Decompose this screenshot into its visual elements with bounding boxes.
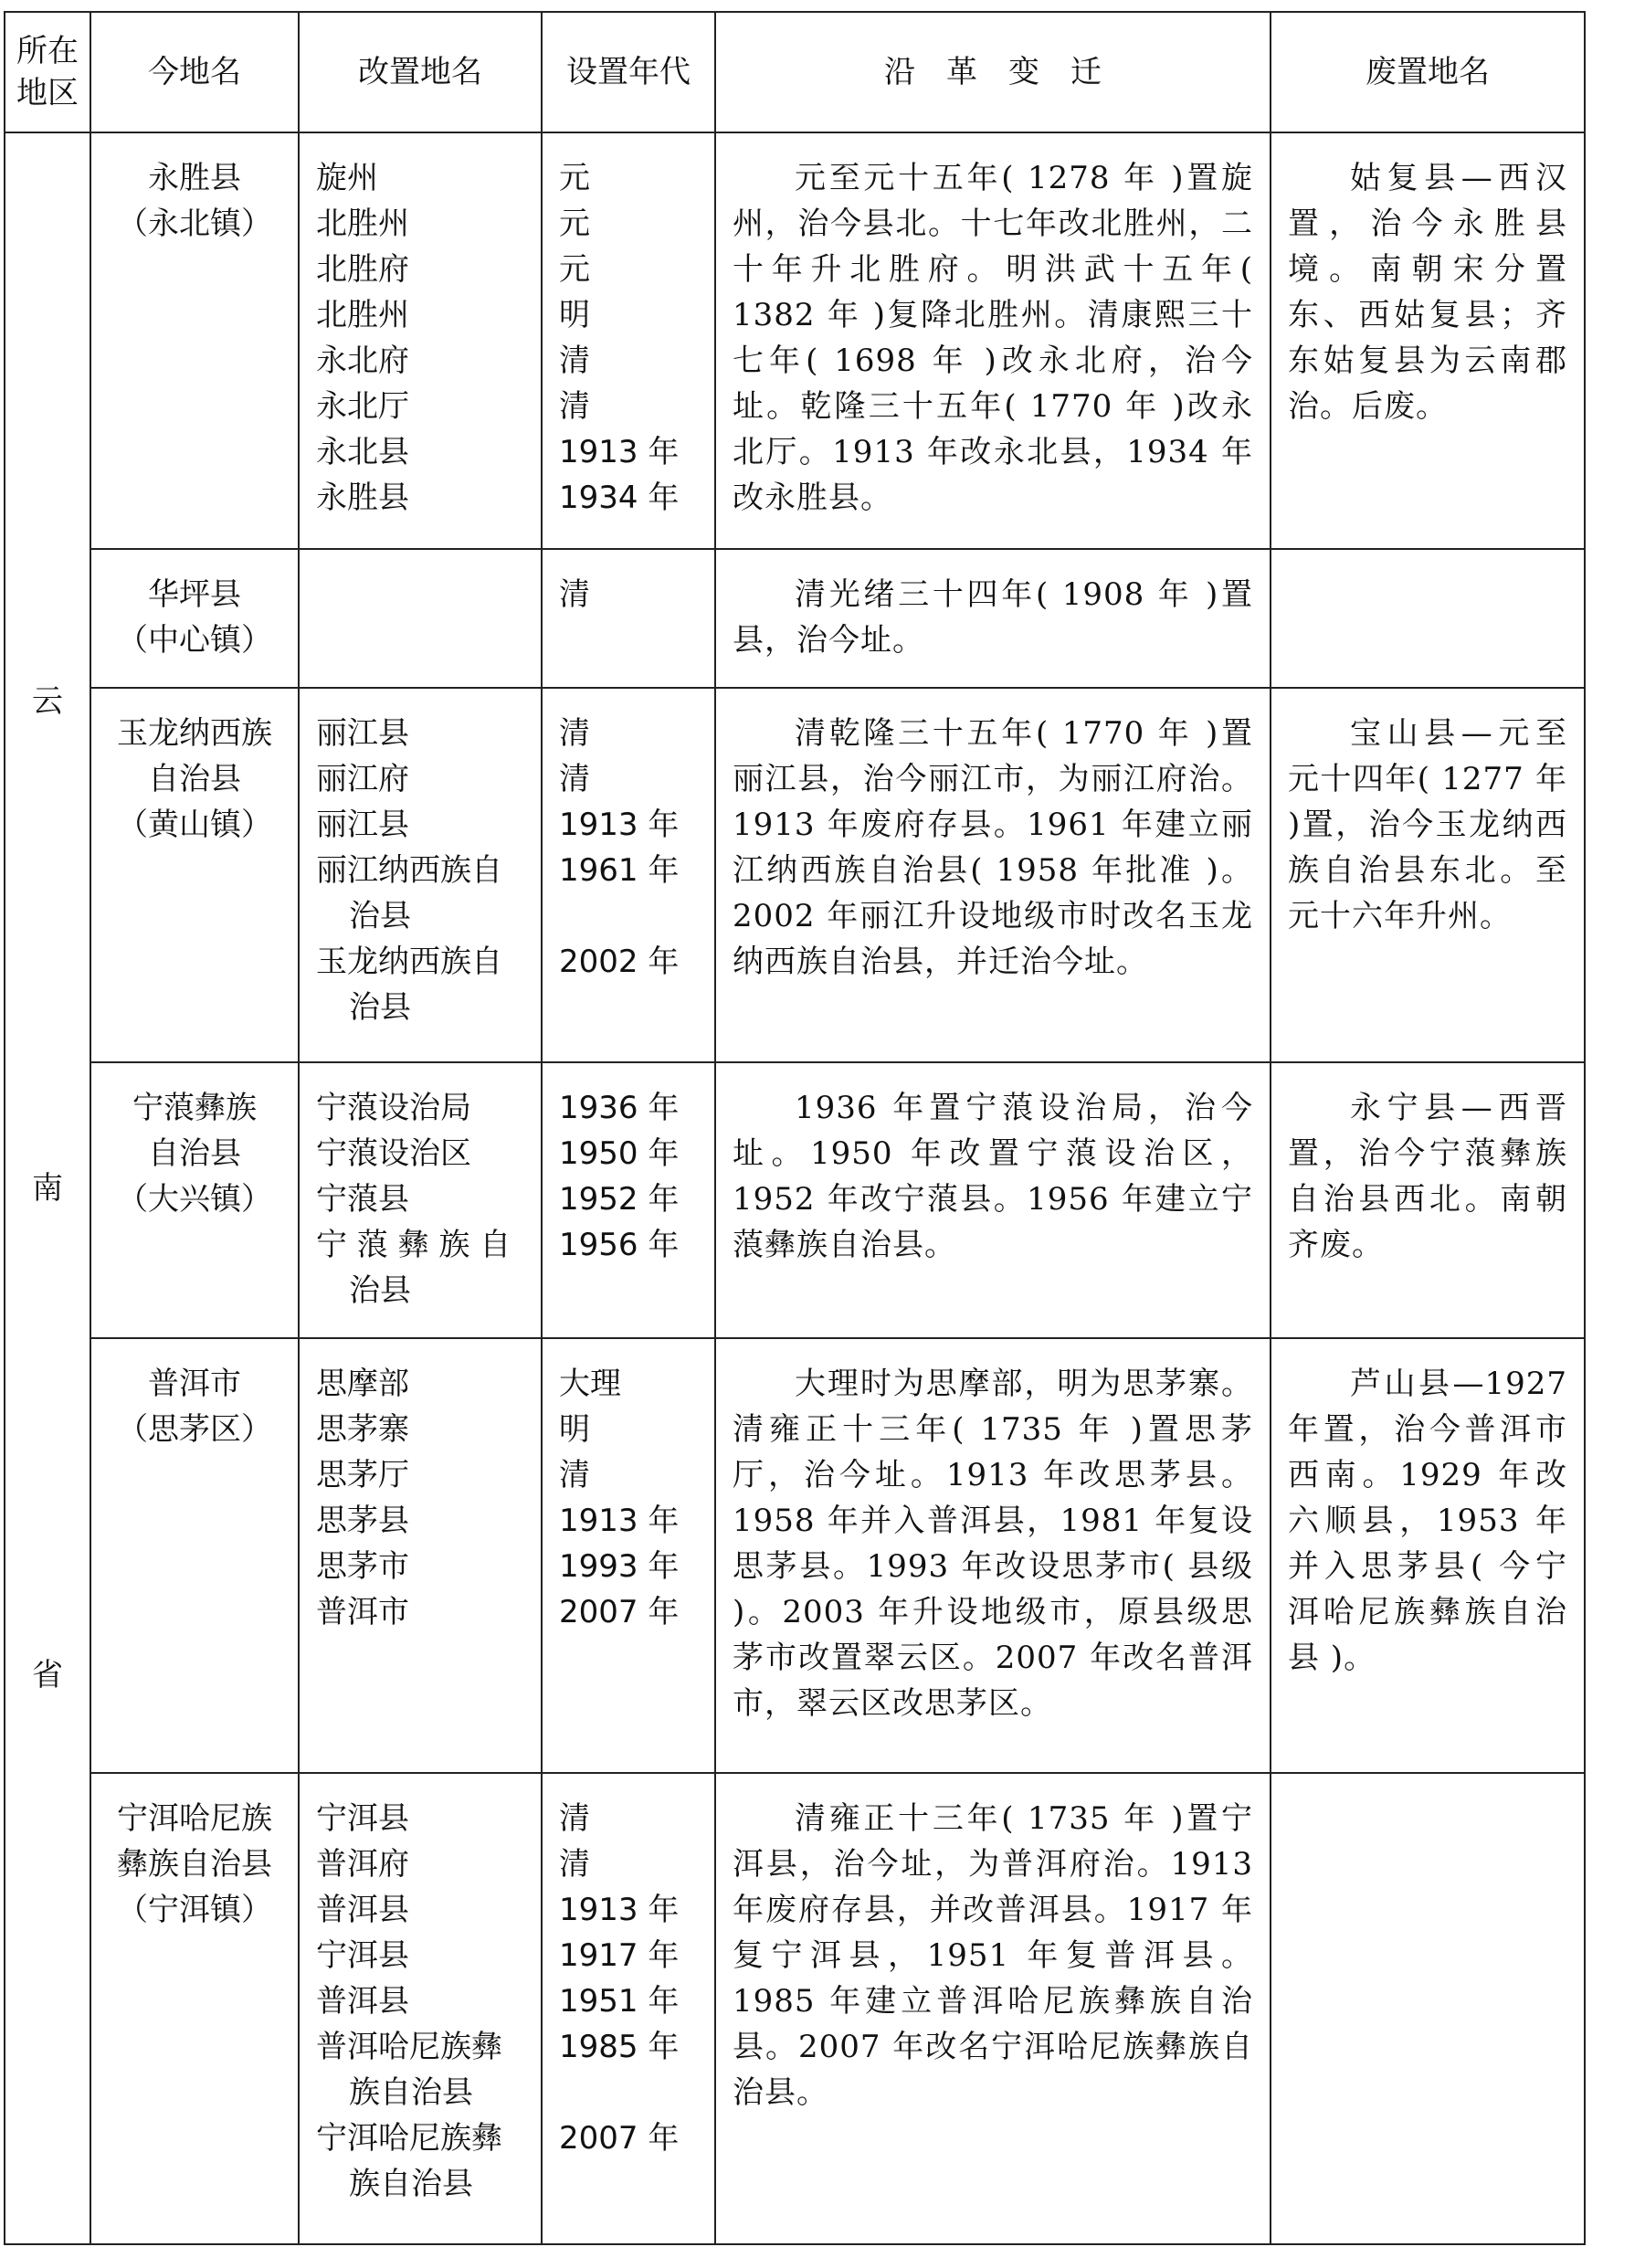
history-cell [715,132,1271,549]
renamed-name: 北胜州 [316,206,409,242]
modern-seat: （思茅区） [117,1411,272,1448]
year-value: 清 [559,343,590,379]
year-value: 清 [559,388,590,425]
renamed-cell [299,1773,542,2244]
modern-name: 宁洱哈尼族 [117,1800,272,1837]
year-value: 1952 年 [559,1181,680,1218]
modern-seat: （中心镇） [117,622,272,659]
header-row [5,12,1585,132]
abolished-text: 宝山县—元至元十四年( 1277 年 )置，治今玉龙纳西族自治县东北。至元十六年升州。 [1288,715,1567,934]
year-value: 元 [559,160,590,196]
header-modern-name: 今地名 [90,12,299,132]
abolished-cell [1271,1062,1585,1338]
modern-seat: （大兴镇） [117,1181,272,1218]
renamed-cell [299,549,542,688]
renamed-name: 丽江县 [316,807,409,843]
modern-name: 自治县 [148,761,241,797]
abolished-text [1271,550,1584,586]
modern-name: 彝族自治县 [117,1846,272,1883]
year-value: 明 [559,1411,590,1448]
renamed-cell [299,1062,542,1338]
renamed-name: 宁蒗设治局 [316,1090,471,1126]
modern-name-cell [90,1062,299,1338]
year-value: 清 [559,1846,590,1883]
history-cell [715,1062,1271,1338]
renamed-name: 治县 [349,989,411,1026]
year-value: 1961 年 [559,852,680,889]
abolished-cell [1271,132,1585,549]
renamed-name: 普洱哈尼族彝 [316,2029,502,2065]
history-text: 大理时为思摩部，明为思茅寨。清雍正十三年( 1735 年 )置思茅厅，治今址。1913 年改思茅县。1958 年并入普洱县，1981 年复设思茅县。1993 年改设思茅市( 县级 )。2003 年升设地级市，原县级思茅市改置翠云区。2007 年改名普洱市，翠云区改思茅区。 [733,1366,1253,1722]
renamed-cell [299,1338,542,1773]
renamed-name: 旋州 [316,160,378,196]
year-cell [542,1773,715,2244]
renamed-name: 普洱市 [316,1594,409,1630]
year-value: 2007 年 [559,1594,680,1630]
renamed-name: 宁洱县 [316,1937,409,1974]
renamed-name: 思茅厅 [316,1457,409,1493]
table-row [5,688,1585,1062]
year-value: 1985 年 [559,2029,680,2065]
year-value: 1934 年 [559,480,680,516]
admin-history-table [4,11,1586,2245]
renamed-name: 普洱县 [316,1892,409,1928]
history-text: 清乾隆三十五年( 1770 年 )置丽江县，治今丽江市，为丽江府治。1913 年废府存县。1961 年建立丽江纳西族自治县( 1958 年批准 )。2002 年丽江升设地级市时改名玉龙纳西族自治县，并迁治今址。 [733,715,1253,980]
renamed-name: 宁洱哈尼族彝 [316,2120,502,2157]
renamed-name: 普洱府 [316,1846,409,1883]
year-value: 清 [559,1800,590,1837]
region-char: 南 [32,1169,63,1207]
renamed-name: 宁洱县 [316,1800,409,1837]
header-year: 设置年代 [542,12,715,132]
renamed-name: 思茅市 [316,1548,409,1585]
modern-name: 普洱市 [148,1366,241,1402]
renamed-name: 永胜县 [316,480,409,516]
renamed-name: 普洱县 [316,1983,409,2020]
history-text: 元至元十五年( 1278 年 )置旋州，治今县北。十七年改北胜州，二十年升北胜府。明洪武十五年( 1382 年 )复降北胜州。清康熙三十七年( 1698 年 )改永北府，治今址。乾隆三十五年( 1770 年 )改永北厅。1913 年改永北县，1934 年改永胜县。 [733,160,1253,516]
year-cell [542,1338,715,1773]
region-cell [5,132,90,2244]
renamed-name: 丽江纳西族自 [316,852,502,889]
history-cell [715,1338,1271,1773]
header-history: 沿 革 变 迁 [715,12,1271,132]
history-text: 1936 年置宁蒗设治局，治今址。1950 年改置宁蒗设治区，1952 年改宁蒗县。1956 年建立宁蒗彝族自治县。 [733,1090,1253,1263]
region-char: 云 [32,682,63,720]
modern-name: 宁蒗彝族 [132,1090,257,1126]
abolished-text: 姑复县—西汉置，治今永胜县境。南朝宋分置东、西姑复县；齐东姑复县为云南郡治。后废。 [1288,160,1567,425]
modern-name-cell [90,132,299,549]
year-value: 清 [559,1457,590,1493]
abolished-cell [1271,1773,1585,2244]
renamed-name: 丽江府 [316,761,409,797]
year-value: 1913 年 [559,434,680,470]
renamed-name: 宁 蒗 彝 族 自 [316,1227,511,1263]
renamed-name: 思摩部 [316,1366,409,1402]
year-value: 1936 年 [559,1090,680,1126]
year-cell [542,1062,715,1338]
modern-name: 华坪县 [148,576,241,613]
modern-name-cell [90,1773,299,2244]
abolished-text [1271,1774,1584,1810]
year-value: 2007 年 [559,2120,680,2157]
abolished-text: 永宁县—西晋置，治今宁蒗彝族自治县西北。南朝齐废。 [1288,1090,1567,1263]
table-row [5,132,1585,549]
year-value: 1913 年 [559,1892,680,1928]
year-value: 清 [559,715,590,752]
history-cell [715,549,1271,688]
table-row [5,1773,1585,2244]
modern-name: 自治县 [148,1135,241,1172]
history-text: 清雍正十三年( 1735 年 )置宁洱县，治今址，为普洱府治。1913 年废府存县，并改普洱县。1917 年复宁洱县，1951 年复普洱县。1985 年建立普洱哈尼族彝族自治县。2007 年改名宁洱哈尼族彝族自治县。 [733,1800,1253,2111]
renamed-name: 思茅寨 [316,1411,409,1448]
year-value: 1950 年 [559,1135,680,1172]
history-cell [715,688,1271,1062]
year-value: 2002 年 [559,944,680,980]
renamed-name: 永北县 [316,434,409,470]
header-renamed: 改置地名 [299,12,542,132]
year-value: 清 [559,761,590,797]
abolished-text: 芦山县—1927 年置，治今普洱市西南。1929 年改六顺县，1953 年并入思茅县( 今宁洱哈尼族彝族自治县 )。 [1288,1366,1567,1676]
renamed-name: 宁蒗设治区 [316,1135,471,1172]
renamed-cell [299,132,542,549]
modern-seat: （宁洱镇） [117,1892,272,1928]
table-row [5,1062,1585,1338]
renamed-name: 族自治县 [349,2166,473,2202]
year-cell [542,688,715,1062]
year-value: 1993 年 [559,1548,680,1585]
year-value: 1913 年 [559,807,680,843]
renamed-name: 北胜府 [316,251,409,288]
year-cell [542,549,715,688]
modern-name: 玉龙纳西族 [117,715,272,752]
header-abolished: 废置地名 [1271,12,1585,132]
abolished-cell [1271,1338,1585,1773]
modern-name-cell [90,1338,299,1773]
modern-seat: （黄山镇） [117,807,272,843]
year-value: 元 [559,206,590,242]
year-cell [542,132,715,549]
history-text: 清光绪三十四年( 1908 年 )置县，治今址。 [733,576,1253,659]
region-char: 省 [32,1657,63,1694]
renamed-name: 永北府 [316,343,409,379]
renamed-name: 玉龙纳西族自 [316,944,502,980]
year-value: 清 [559,576,590,613]
year-value: 1956 年 [559,1227,680,1263]
modern-name-cell [90,549,299,688]
modern-seat: （永北镇） [117,206,272,242]
year-value: 1917 年 [559,1937,680,1974]
renamed-name: 永北厅 [316,388,409,425]
modern-name: 永胜县 [148,160,241,196]
year-value: 元 [559,251,590,288]
year-value: 1913 年 [559,1503,680,1539]
renamed-cell [299,688,542,1062]
renamed-name: 宁蒗县 [316,1181,409,1218]
year-value: 1951 年 [559,1983,680,2020]
header-region: 所在地区 [5,12,90,132]
year-value: 大理 [559,1366,621,1402]
table-row [5,1338,1585,1773]
modern-name-cell [90,688,299,1062]
renamed-name: 北胜州 [316,297,409,333]
renamed-name: 族自治县 [349,2074,473,2111]
abolished-cell [1271,688,1585,1062]
abolished-cell [1271,549,1585,688]
year-value: 明 [559,297,590,333]
renamed-name: 治县 [349,898,411,934]
table-row [5,549,1585,688]
renamed-name: 思茅县 [316,1503,409,1539]
history-cell [715,1773,1271,2244]
renamed-name: 治县 [349,1272,411,1309]
renamed-name: 丽江县 [316,715,409,752]
